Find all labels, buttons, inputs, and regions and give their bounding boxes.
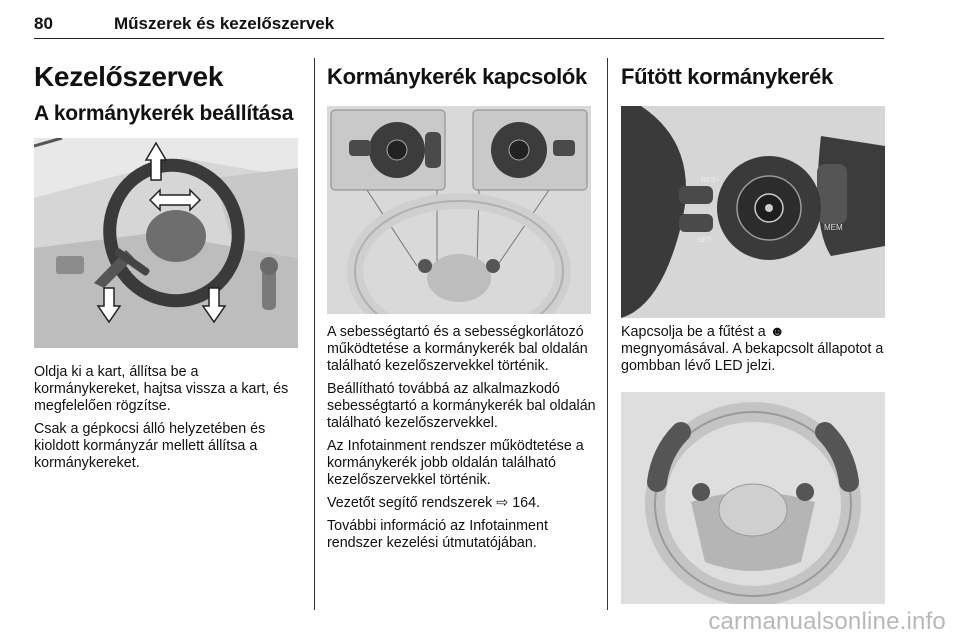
watermark: carmanualsonline.info — [708, 608, 946, 635]
mem-label: MEM — [824, 223, 843, 232]
col2-text — [327, 324, 599, 558]
heated-wheel-buttons-illustration — [621, 106, 885, 318]
column-steering-adjust — [34, 60, 302, 348]
section-title: Fűtött kormánykerék — [621, 64, 833, 89]
column-heated-wheel — [621, 60, 889, 318]
paragraph: További információ az Infotainment rendszer kezelési útmutatójában. — [327, 518, 548, 551]
paragraph: Csak a gépkocsi álló helyzetében és kioldott kormányzár mellett állítsa a kormánykereket. — [34, 421, 266, 471]
res-label: RES+ — [701, 177, 720, 184]
section-title: Kormánykerék kapcsolók — [327, 64, 587, 89]
heat-led-icon — [765, 204, 773, 212]
page-number: 80 — [34, 14, 53, 33]
paragraph: Vezetőt segítő rendszerek ⇨ 164. — [327, 495, 541, 511]
heated-wheel-illustration — [621, 392, 885, 604]
paragraph: A sebességtartó és a sebességkorlátozó működtetése a kormánykerék bal oldalán található kezelőszervekkel történik. — [327, 324, 588, 374]
header-title: Műszerek és kezelőszervek — [114, 14, 335, 33]
page-header — [34, 10, 884, 39]
section-title: Kezelőszervek — [34, 61, 224, 92]
steering-controls-illustration — [327, 106, 591, 314]
paragraph: Oldja ki a kart, állítsa be a kormánykereket, hajtsa vissza a kart, és megfelelően rögzítse. — [34, 364, 289, 414]
steering-adjust-illustration — [34, 138, 298, 348]
col3-text — [621, 324, 889, 381]
col1-text — [34, 364, 302, 478]
column-divider — [314, 58, 315, 610]
set-label: SET- — [697, 237, 713, 244]
subsection-title: A kormánykerék beállítása — [34, 102, 294, 125]
column-steering-controls — [327, 60, 595, 314]
paragraph: Az Infotainment rendszer működtetése a kormánykerék jobb oldalán található kezelőszervekkel történik. — [327, 438, 584, 488]
paragraph: Beállítható továbbá az alkalmazkodó sebességtartó a kormánykerék bal oldalán található kezelőszervekkel. — [327, 381, 596, 431]
column-divider — [607, 58, 608, 610]
paragraph: Kapcsolja be a fűtést a ☻ megnyomásával. A bekapcsolt állapotot a gombban lévő LED jelzi. — [621, 324, 884, 374]
